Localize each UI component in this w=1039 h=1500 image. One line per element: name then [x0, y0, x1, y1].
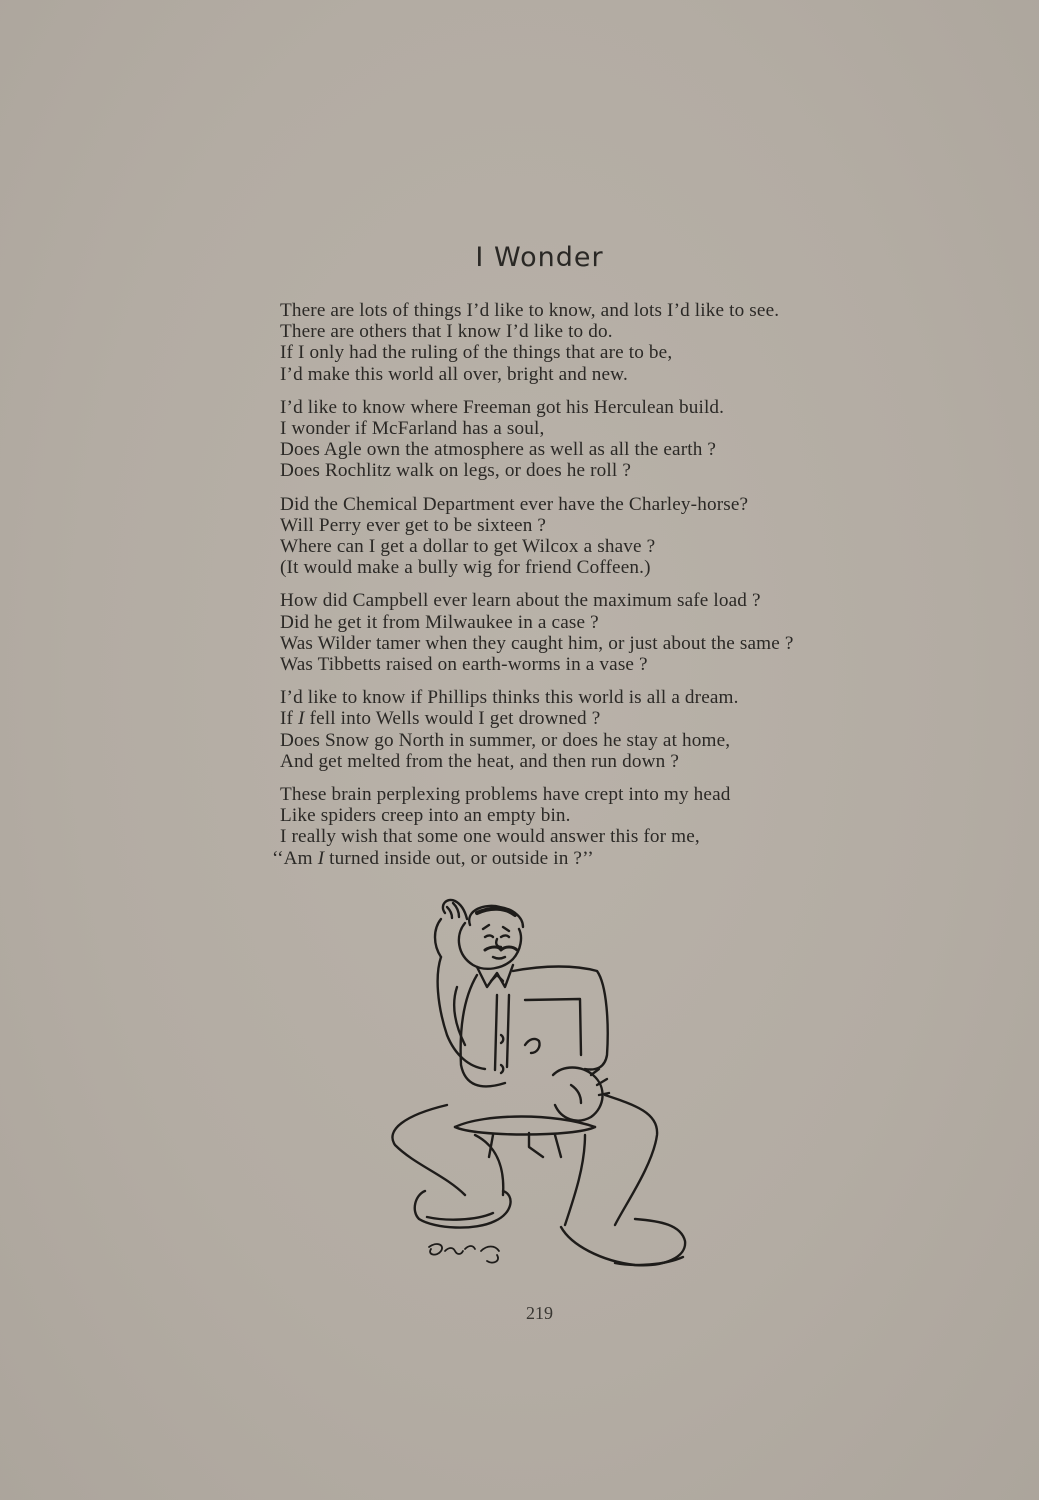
stanza [280, 494, 920, 579]
poem-line: Does Rochlitz walk on legs, or does he roll ? [280, 460, 631, 482]
poem-line: If I fell into Wells would I get drowned ? [280, 708, 601, 730]
poem-line: (It would make a bully wig for friend Coffeen.) [280, 557, 651, 579]
poem-line: Was Wilder tamer when they caught him, or just about the same ? [280, 632, 794, 654]
poem-line: I’d like to know if Phillips thinks this world is all a dream. [280, 687, 739, 709]
poem-line: And get melted from the heat, and then run down ? [280, 750, 679, 772]
poem-line: I really wish that some one would answer this for me, [280, 826, 700, 848]
stanza [280, 300, 920, 385]
poem-line: I’d make this world all over, bright and new. [280, 363, 628, 385]
poem-line: I wonder if McFarland has a soul, [280, 418, 545, 440]
poem-title: I Wonder [475, 242, 604, 273]
poem-line: Did he get it from Milwaukee in a case ? [280, 611, 599, 633]
poem-line: Did the Chemical Department ever have the Charley-horse? [280, 493, 749, 515]
poem-line: I’d like to know where Freeman got his Herculean build. [280, 396, 725, 418]
poem-line: Where can I get a dollar to get Wilcox a shave ? [280, 536, 656, 558]
cartoon-illustration [385, 895, 695, 1280]
poem-line: Will Perry ever get to be sixteen ? [280, 514, 547, 536]
poem-line: These brain perplexing problems have crept into my head [280, 784, 731, 806]
poem-line: Does Snow go North in summer, or does he stay at home, [280, 729, 731, 751]
signature-text: Squires [435, 1275, 438, 1276]
poem-line: There are others that I know I’d like to do. [280, 321, 613, 343]
poem-line: If I only had the ruling of the things that are to be, [280, 342, 673, 364]
poem-line: Was Tibbetts raised on earth-worms in a vase ? [280, 654, 648, 676]
poem-line: How did Campbell ever learn about the maximum safe load ? [280, 590, 761, 612]
stanza [280, 687, 920, 772]
poem-body [272, 300, 920, 881]
poem-line: Like spiders creep into an empty bin. [280, 805, 571, 827]
poem-line: ‘‘Am I turned inside out, or outside in ?’’ [272, 847, 594, 869]
stanza [280, 590, 920, 675]
page-number: 219 [526, 1303, 553, 1323]
poem-line: There are lots of things I’d like to know, and lots I’d like to see. [280, 300, 780, 321]
stanza [280, 397, 920, 482]
poem-line: Does Agle own the atmosphere as well as all the earth ? [280, 439, 717, 461]
stanza [272, 784, 920, 869]
